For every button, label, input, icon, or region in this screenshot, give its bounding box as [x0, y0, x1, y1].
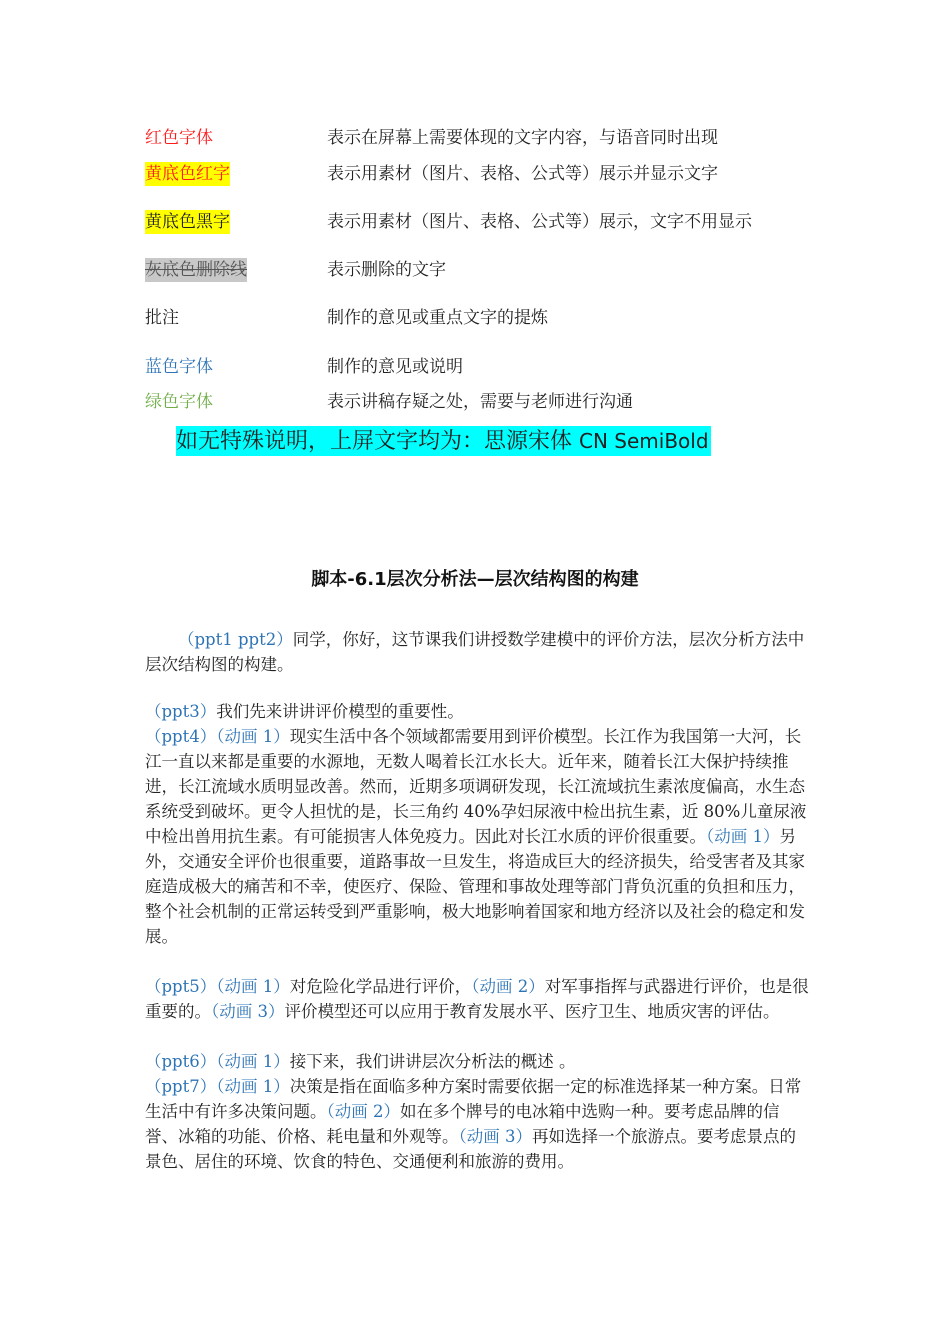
animation-cue: （动画 2）	[326, 1102, 400, 1121]
paragraph-ppt4	[145, 724, 810, 949]
paragraph-intro	[145, 627, 810, 677]
paragraph-text: 对危险化学品进行评价，	[289, 977, 472, 996]
legend-desc: 表示删除的文字	[327, 260, 446, 280]
animation-cue: （动画 2）	[471, 977, 545, 996]
legend-desc: 表示在屏幕上需要体现的文字内容，与语音同时出现	[327, 128, 718, 148]
paragraph-text: 如在多个牌号的电冰箱中选购一种。要考虑品牌的信誉、冰箱的功能、价格、耗电量和外观等。	[145, 1102, 780, 1146]
animation-cue: （动画 3）	[458, 1127, 532, 1146]
paragraph-text: 决策是指在面临多种方案时需要依据一定的标准选择某一种方案。日常生活中有许多决策问题。	[145, 1077, 802, 1121]
font-note	[176, 426, 711, 456]
legend-desc: 表示用素材（图片、表格、公式等）展示并显示文字	[327, 164, 718, 184]
animation-cue: （动画 1）	[706, 827, 780, 846]
paragraph-text: 再如选择一个旅游点。要考虑景点的景色、居住的环境、饮食的特色、交通便利和旅游的费用。	[145, 1127, 796, 1171]
legend-desc: 制作的意见或重点文字的提炼	[327, 308, 548, 328]
ppt-cue: （ppt6）（动画 1）	[145, 1052, 290, 1071]
ppt-cue: （ppt4）	[145, 727, 217, 746]
ppt-cue: （ppt1 ppt2）	[178, 630, 293, 649]
paragraph-ppt6	[145, 1049, 810, 1074]
legend-desc: 制作的意见或说明	[327, 357, 463, 377]
legend-key: 黄底色黑字	[145, 212, 230, 232]
legend-key: 黄底色红字	[145, 164, 230, 184]
animation-cue: （动画 1）	[216, 1077, 290, 1096]
animation-cue: （动画 1）	[216, 727, 290, 746]
paragraph-ppt3	[145, 699, 810, 724]
paragraph-ppt7	[145, 1074, 810, 1174]
paragraph-text: 评价模型还可以应用于教育发展水平、医疗卫生、地质灾害的评估。	[284, 1002, 780, 1021]
paragraph-text: 对军事指挥与武器进行评价，也是很重要的。	[145, 977, 809, 1021]
ppt-cue: （ppt5）	[145, 977, 217, 996]
paragraph-ppt5	[145, 974, 810, 1024]
paragraph-text: 同学，你好，这节课我们讲授数学建模中的评价方法，层次分析方法中层次结构图的构建。	[145, 630, 805, 674]
legend-key: 红色字体	[145, 128, 213, 148]
legend-key: 绿色字体	[145, 392, 213, 412]
paragraph-text: 另外，交通安全评价也很重要，道路事故一旦发生，将造成巨大的经济损失，给受害者及其家庭造成极大的痛苦和不幸，使医疗、保险、管理和事故处理等部门背负沉重的负担和压力，整个社会机制的正常运转受到严重影响，极大地影响着国家和地方经济以及社会的稳定和发展。	[145, 827, 805, 946]
legend-key: 批注	[145, 308, 179, 328]
animation-cue: （动画 3）	[211, 1002, 285, 1021]
legend-desc: 表示用素材（图片、表格、公式等）展示，文字不用显示	[327, 212, 752, 232]
legend-key: 灰底色删除线	[145, 260, 247, 280]
script-title: 脚本-6.1层次分析法—层次结构图的构建	[311, 569, 639, 590]
font-note-latin: CN SemiBold	[579, 429, 709, 453]
paragraph-text: 接下来，我们讲讲层次分析法的概述 。	[289, 1052, 576, 1071]
font-note-text: 如无特殊说明，上屏文字均为：思源宋体	[176, 429, 579, 454]
legend-key: 蓝色字体	[145, 357, 213, 377]
animation-cue: （动画 1）	[216, 977, 290, 996]
paragraph-text: 我们先来讲讲评价模型的重要性。	[216, 702, 464, 721]
ppt-cue: （ppt7）	[145, 1077, 217, 1096]
legend-desc: 表示讲稿存疑之处，需要与老师进行沟通	[327, 392, 633, 412]
ppt-cue: （ppt3）	[145, 702, 217, 721]
paragraph-text: 现实生活中各个领域都需要用到评价模型。长江作为我国第一大河，长江一直以来都是重要的水源地，无数人喝着长江水长大。近年来，随着长江大保护持续推进，长江流域水质明显改善。然而，近期多项调研发现，长江流域抗生素浓度偏高，水生态系统受到破坏。更令人担忧的是，长三角约 40%孕妇尿液中检出抗生素，近 80%儿童尿液中检出兽用抗生素。有可能损害人体免疫力。因此对长江水质的评价很重要。	[145, 727, 807, 846]
